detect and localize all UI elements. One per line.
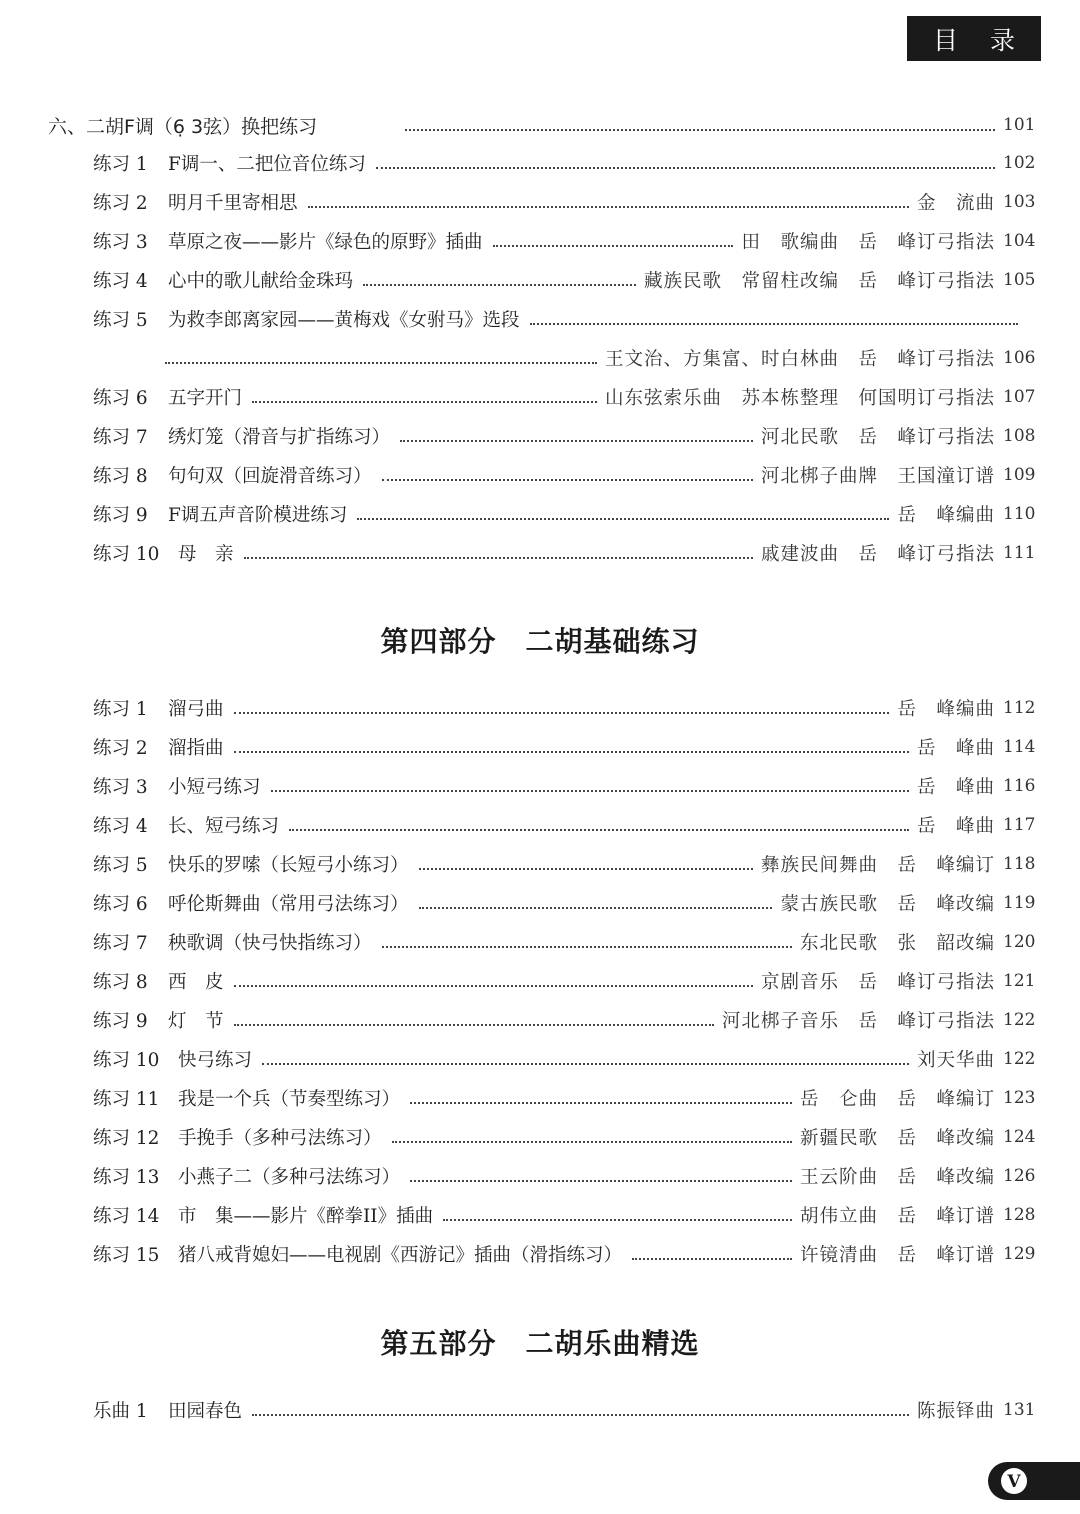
dot-leader (382, 946, 792, 948)
entry-page-number: 109 (1003, 465, 1036, 485)
entry-label: 乐曲 1 (93, 1401, 148, 1422)
entry-label: 练习 7 (93, 427, 148, 448)
toc-entry[interactable] (0, 418, 1080, 454)
entry-label: 练习 12 (93, 1128, 160, 1149)
entry-page-number: 104 (1003, 231, 1036, 251)
entry-title: F调一、二把位音位练习 (168, 154, 366, 175)
entry-title: 秧歌调（快弓快指练习） (168, 933, 372, 954)
entry-title: 句句双（回旋滑音练习） (168, 466, 372, 487)
entry-credit: 岳 仑曲 岳 峰编订 (799, 1089, 995, 1110)
entry-title: 市 集——影片《醉拳II》插曲 (178, 1206, 434, 1227)
dot-leader (262, 1063, 909, 1065)
entry-credit: 许镜清曲 岳 峰订谱 (799, 1245, 995, 1266)
dot-leader (419, 868, 753, 870)
toc-entry[interactable] (0, 1119, 1080, 1155)
dot-leader (357, 518, 889, 520)
entry-page-number: 110 (1003, 504, 1036, 524)
toc-entry[interactable] (0, 1236, 1080, 1272)
entry-title: 我是一个兵（节奏型练习） (178, 1089, 401, 1110)
entry-credit: 田 歌编曲 岳 峰订弓指法 (741, 232, 995, 253)
entry-title: 明月千里寄相思 (168, 193, 298, 214)
toc-badge: 目 录 (907, 16, 1041, 61)
entry-title: 心中的歌儿献给金珠玛 (168, 271, 354, 292)
dot-leader (632, 1258, 792, 1260)
entry-page-number: 116 (1003, 776, 1036, 796)
entry-page-number: 105 (1003, 270, 1036, 290)
entry-credit: 岳 峰曲 (916, 777, 995, 798)
entry-label: 练习 1 (93, 699, 148, 720)
entry-title: 母 亲 (178, 544, 234, 565)
dot-leader (165, 362, 597, 364)
toc-entry[interactable] (0, 145, 1080, 181)
dot-leader (289, 829, 909, 831)
part4-title: 第四部分 二胡基础练习 (380, 625, 700, 658)
entry-title: 灯 节 (168, 1011, 224, 1032)
toc-entry[interactable] (0, 963, 1080, 999)
toc-entry[interactable] (0, 340, 1080, 376)
entry-label: 练习 8 (93, 972, 148, 993)
entry-title: 溜指曲 (168, 738, 224, 759)
entry-title: 呼伦斯舞曲（常用弓法练习） (168, 894, 409, 915)
entry-credit: 岳 峰曲 (916, 816, 995, 837)
entry-label: 练习 13 (93, 1167, 160, 1188)
toc-entry[interactable] (0, 1080, 1080, 1116)
dot-leader (252, 401, 597, 403)
entry-credit: 河北梆子曲牌 王国潼订谱 (760, 466, 995, 487)
entry-label: 练习 5 (93, 310, 148, 331)
entry-credit: 王云阶曲 岳 峰改编 (799, 1167, 995, 1188)
entry-page-number: 114 (1003, 737, 1036, 757)
dot-leader (244, 557, 753, 559)
entry-label: 练习 8 (93, 466, 148, 487)
entry-title: 草原之夜——影片《绿色的原野》插曲 (168, 232, 483, 253)
entry-credit: 山东弦索乐曲 苏本栋整理 何国明订弓指法 (604, 388, 995, 409)
dot-leader (410, 1180, 792, 1182)
toc-entry[interactable] (0, 1158, 1080, 1194)
entry-page-number: 119 (1003, 893, 1036, 913)
entry-label: 练习 10 (93, 544, 160, 565)
entry-credit: 河北梆子音乐 岳 峰订弓指法 (721, 1011, 995, 1032)
entry-credit: 金 流曲 (916, 193, 995, 214)
entry-page-number: 108 (1003, 426, 1036, 446)
toc-section-heading[interactable] (0, 107, 1080, 143)
toc-entry[interactable] (0, 690, 1080, 726)
entry-page-number: 126 (1003, 1166, 1036, 1186)
entry-page-number: 129 (1003, 1244, 1036, 1264)
entry-credit: 岳 峰编曲 (897, 699, 995, 720)
entry-title: 小短弓练习 (168, 777, 261, 798)
entry-title: 西 皮 (168, 972, 224, 993)
entry-label: 练习 6 (93, 894, 148, 915)
entry-credit: 王文治、方集富、时白林曲 岳 峰订弓指法 (604, 349, 995, 370)
entry-page-number: 112 (1003, 698, 1036, 718)
entry-page-number: 118 (1003, 854, 1036, 874)
entry-credit: 岳 峰曲 (916, 738, 995, 759)
toc-entry[interactable] (0, 457, 1080, 493)
toc-entry[interactable] (0, 262, 1080, 298)
toc-entry[interactable] (0, 807, 1080, 843)
toc-entry[interactable] (0, 729, 1080, 765)
entry-label: 练习 1 (93, 154, 148, 175)
entry-page-number: 117 (1003, 815, 1036, 835)
section-heading: 六、二胡F调（6̣ 3弦）换把练习 (48, 115, 318, 138)
entry-label: 练习 4 (93, 271, 148, 292)
dot-leader (405, 129, 995, 131)
page-mark: V (1007, 1472, 1021, 1492)
entry-credit: 岳 峰编曲 (897, 505, 995, 526)
dot-leader (234, 985, 753, 987)
entry-label: 练习 6 (93, 388, 148, 409)
toc-entry[interactable] (0, 885, 1080, 921)
entry-label: 练习 9 (93, 505, 148, 526)
entry-title: 手挽手（多种弓法练习） (178, 1128, 382, 1149)
entry-page-number: 106 (1003, 348, 1036, 368)
entry-page-number: 124 (1003, 1127, 1036, 1147)
entry-label: 练习 3 (93, 777, 148, 798)
entry-page-number: 123 (1003, 1088, 1036, 1108)
entry-page-number: 102 (1003, 153, 1036, 173)
entry-title: 为救李郎离家园——黄梅戏《女驸马》选段 (168, 310, 520, 331)
entry-page-number: 122 (1003, 1049, 1036, 1069)
entry-label: 练习 10 (93, 1050, 160, 1071)
entry-title: 溜弓曲 (168, 699, 224, 720)
entry-page-number: 122 (1003, 1010, 1036, 1030)
page-number-tab (988, 1462, 1080, 1500)
part5-title: 第五部分 二胡乐曲精选 (380, 1327, 700, 1360)
toc-entry[interactable] (0, 535, 1080, 571)
entry-label: 练习 11 (93, 1089, 160, 1110)
entry-label: 练习 9 (93, 1011, 148, 1032)
toc-entry[interactable] (0, 1197, 1080, 1233)
toc-entry[interactable] (0, 184, 1080, 220)
entry-label: 练习 3 (93, 232, 148, 253)
entry-title: 快弓练习 (178, 1050, 253, 1071)
toc-entry[interactable] (0, 1002, 1080, 1038)
dot-leader (443, 1219, 792, 1221)
toc-entry[interactable] (0, 301, 1080, 337)
entry-credit: 藏族民歌 常留柱改编 岳 峰订弓指法 (643, 271, 995, 292)
entry-credit: 河北民歌 岳 峰订弓指法 (760, 427, 995, 448)
entry-credit: 新疆民歌 岳 峰改编 (799, 1128, 995, 1149)
entry-label: 练习 15 (93, 1245, 160, 1266)
entry-title: 五字开门 (168, 388, 243, 409)
entry-credit: 蒙古族民歌 岳 峰改编 (780, 894, 995, 915)
dot-leader (376, 167, 995, 169)
toc-entry[interactable] (0, 223, 1080, 259)
toc-entry[interactable] (0, 1392, 1080, 1428)
toc-entry[interactable] (0, 496, 1080, 532)
entry-credit: 胡伟立曲 岳 峰订谱 (799, 1206, 995, 1227)
dot-leader (419, 907, 773, 909)
entry-title: 快乐的罗嗦（长短弓小练习） (168, 855, 409, 876)
entry-page-number: 121 (1003, 971, 1036, 991)
dot-leader (400, 440, 753, 442)
entry-title: 长、短弓练习 (168, 816, 280, 837)
dot-leader (234, 751, 909, 753)
entry-label: 练习 14 (93, 1206, 160, 1227)
entry-credit: 戚建波曲 岳 峰订弓指法 (760, 544, 995, 565)
entry-title: F调五声音阶模进练习 (168, 505, 348, 526)
entry-title: 田园春色 (168, 1401, 243, 1422)
dot-leader (493, 245, 734, 247)
entry-credit: 东北民歌 张 韶改编 (799, 933, 995, 954)
entry-page-number: 131 (1003, 1400, 1036, 1420)
entry-page-number: 103 (1003, 192, 1036, 212)
dot-leader (308, 206, 909, 208)
entry-label: 练习 4 (93, 816, 148, 837)
entry-title: 绣灯笼（滑音与扩指练习） (168, 427, 391, 448)
entry-credit: 京剧音乐 岳 峰订弓指法 (760, 972, 995, 993)
entry-title: 猪八戒背媳妇——电视剧《西游记》插曲（滑指练习） (178, 1245, 623, 1266)
entry-page-number: 120 (1003, 932, 1036, 952)
dot-leader (252, 1414, 909, 1416)
entry-label: 练习 7 (93, 933, 148, 954)
entry-page-number: 101 (1003, 115, 1036, 135)
entry-title: 小燕子二（多种弓法练习） (178, 1167, 401, 1188)
dot-leader (234, 712, 890, 714)
dot-leader (530, 323, 1018, 325)
dot-leader (363, 284, 636, 286)
dot-leader (392, 1141, 792, 1143)
toc-entry[interactable] (0, 846, 1080, 882)
dot-leader (410, 1102, 792, 1104)
entry-label: 练习 2 (93, 193, 148, 214)
toc-entry[interactable] (0, 379, 1080, 415)
entry-label: 练习 5 (93, 855, 148, 876)
toc-entry[interactable] (0, 924, 1080, 960)
entry-page-number: 107 (1003, 387, 1036, 407)
entry-credit: 陈振铎曲 (916, 1401, 995, 1422)
entry-credit: 彝族民间舞曲 岳 峰编订 (760, 855, 995, 876)
dot-leader (271, 790, 909, 792)
toc-entry[interactable] (0, 768, 1080, 804)
entry-page-number: 111 (1003, 543, 1036, 563)
dot-leader (382, 479, 753, 481)
entry-label: 练习 2 (93, 738, 148, 759)
dot-leader (234, 1024, 714, 1026)
entry-page-number: 128 (1003, 1205, 1036, 1225)
toc-entry[interactable] (0, 1041, 1080, 1077)
entry-credit: 刘天华曲 (916, 1050, 995, 1071)
